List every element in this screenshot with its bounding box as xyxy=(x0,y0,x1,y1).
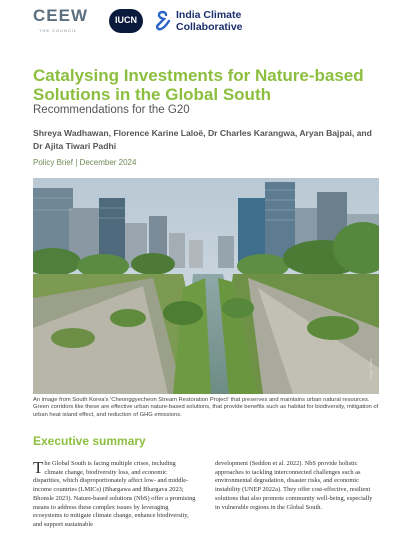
ceew-tagline: THE COUNCIL xyxy=(39,28,78,33)
document-title: Catalysing Investments for Nature-based Solutions in the Global South xyxy=(33,66,364,104)
authors: Shreya Wadhawan, Florence Karine Laloë, Dr Charles Karangwa, Aryan Bajpai, and Dr Ajita Tiwari Padhi xyxy=(33,128,372,151)
iucn-wordmark: IUCN xyxy=(115,15,137,25)
photo-caption: An image from South Korea's 'Cheonggyecheon Stream Restoration Project' that preserves and maintains urban natural resources. Green corridors like these are effective urban nature-based solutions, that provide benefits such as habitat for biodiversity, mitigation of urban heat island effect, and reduction of GHG emissions. xyxy=(33,397,379,418)
summary-column-2: development (Seddon et al. 2022). NbS provide holistic approaches to tackling interconnected challenges such as environmental degradation, disaster risks, and economic instability (UNEP 2022a). They offer cost-effective, resilient solutions that also promote community well-being, especially in vulnerable regions in the Global South. xyxy=(215,460,373,511)
logo-bar xyxy=(33,6,393,36)
document-subtitle: Recommendations for the G20 xyxy=(33,104,190,116)
india-climate-collaborative-logo xyxy=(151,7,271,35)
summary-text-1: he Global South is facing multiple crises, including climate change, biodiversity loss, and economic disparities, which disproportionately affect low- and middle-income countries (LMICs) (Bhargawa and Bhargava 2023; Bhonsle 2023). Nature-based solutions (NbS) offer a promising means to address these complex issues by leveraging ecosystems to mitigate climate change, enhance biodiversity, and support sustainable xyxy=(33,460,196,528)
iucn-logo xyxy=(109,9,143,33)
icc-ampersand-icon xyxy=(151,9,173,31)
ceew-wordmark: CEEW xyxy=(33,6,88,25)
stream-restoration-photo xyxy=(33,178,379,394)
publication-meta: Policy Brief | December 2024 xyxy=(33,158,137,167)
icc-line-2: Collaborative xyxy=(176,21,243,33)
ceew-logo xyxy=(33,6,93,36)
summary-column-1 xyxy=(33,460,196,530)
cover-photo xyxy=(33,178,379,394)
drop-cap: T xyxy=(33,458,44,477)
section-heading: Executive summary xyxy=(33,434,146,448)
icc-line-1: India Climate xyxy=(176,9,242,21)
photo-credit: Image: iStock xyxy=(369,358,373,380)
